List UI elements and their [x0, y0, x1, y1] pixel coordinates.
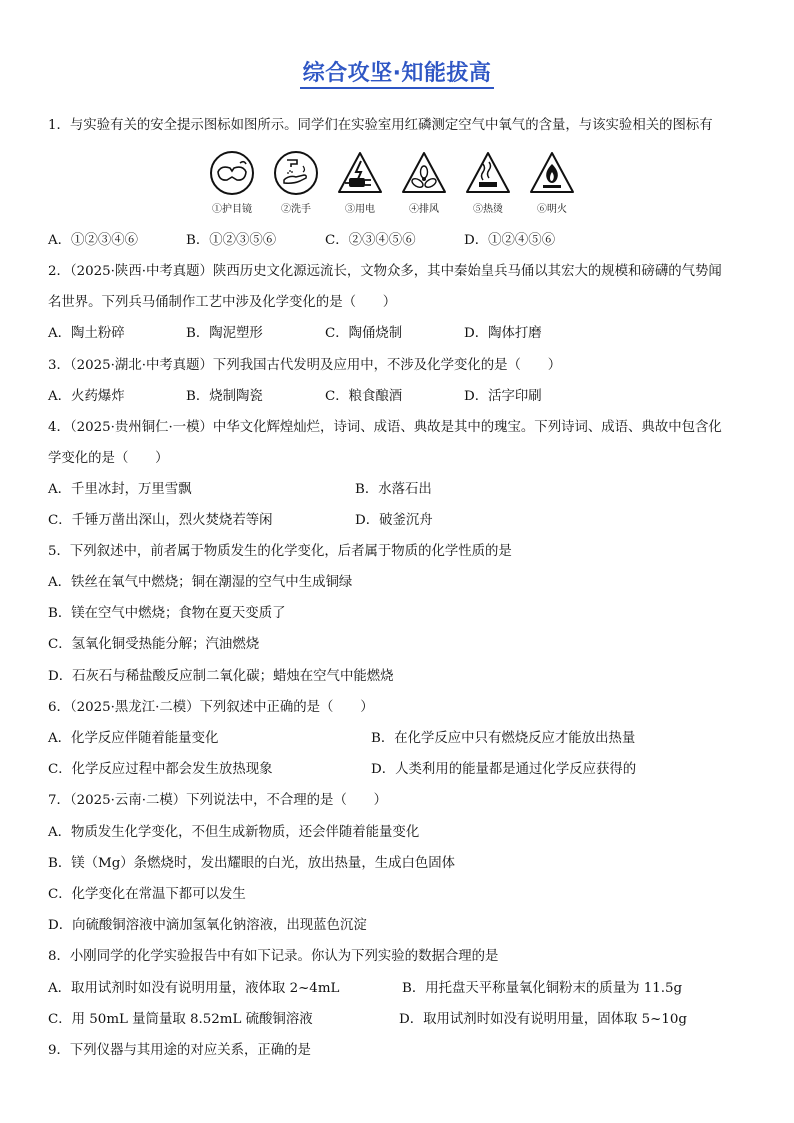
safety-icon-label: ⑤热烫 — [473, 204, 503, 215]
question-8-stem: 8．小刚同学的化学实验报告中有如下记录。你认为下列实验的数据合理的是 — [48, 949, 499, 964]
question-8-option-d: D．取用试剂时如没有说明用量，固体取 5~10g — [399, 1012, 687, 1027]
question-3-stem: 3．（2025·湖北·中考真题）下列我国古代发明及应用中，不涉及化学变化的是（ ） — [48, 358, 562, 373]
question-6-option-b: B．在化学反应中只有燃烧反应才能放出热量 — [371, 731, 636, 746]
goggles-icon — [209, 150, 255, 196]
safety-icon-3 — [333, 150, 387, 215]
question-7-stem: 7．（2025·云南·二模）下列说法中，不合理的是（ ） — [48, 793, 388, 808]
question-2-stem-line-1: 2．（2025·陕西·中考真题）陕西历史文化源远流长，文物众多，其中秦始皇兵马俑以其宏大的规模和磅礴的气势闻 — [48, 264, 722, 279]
question-3-option-a: A．火药爆炸 — [48, 389, 125, 404]
safety-icon-label: ④排风 — [409, 204, 439, 215]
ventilation-icon — [401, 150, 447, 196]
question-2-stem-line-2: 名世界。下列兵马俑制作工艺中涉及化学变化的是（ ） — [48, 295, 397, 310]
safety-icon-label: ②洗手 — [281, 204, 311, 215]
question-3-option-d: D．活字印刷 — [464, 389, 542, 404]
question-6-option-d: D．人类利用的能量都是通过化学反应获得的 — [371, 762, 637, 777]
question-8-option-a: A．取用试剂时如没有说明用量，液体取 2~4mL — [48, 981, 340, 996]
question-7-option-a: A．物质发生化学变化，不但生成新物质，还会伴随着能量变化 — [48, 825, 420, 840]
question-4-option-a: A．千里冰封，万里雪飘 — [48, 482, 192, 497]
question-7-option-d: D．向硫酸铜溶液中滴加氢氧化钠溶液，出现蓝色沉淀 — [48, 918, 367, 933]
question-1-option-d: D．①②④⑤⑥ — [464, 233, 556, 248]
question-4-option-d: D．破釜沉舟 — [355, 513, 433, 528]
question-5-option-d: D．石灰石与稀盐酸反应制二氧化碳；蜡烛在空气中能燃烧 — [48, 669, 394, 684]
question-4-option-b: B．水落石出 — [355, 482, 432, 497]
safety-icon-4 — [397, 150, 451, 215]
question-1-option-a: A．①②③④⑥ — [48, 233, 139, 248]
question-3-option-c: C．粮食酿酒 — [325, 389, 403, 404]
question-2-option-d: D．陶体打磨 — [464, 326, 542, 341]
question-5-option-c: C．氢氧化铜受热能分解；汽油燃烧 — [48, 637, 260, 652]
safety-icon-label: ③用电 — [345, 204, 375, 215]
question-2-option-c: C．陶俑烧制 — [325, 326, 403, 341]
question-5-option-a: A．铁丝在氧气中燃烧；铜在潮湿的空气中生成铜绿 — [48, 575, 353, 590]
question-1-option-b: B．①②③⑤⑥ — [186, 233, 277, 248]
open-flame-icon — [529, 150, 575, 196]
question-7-option-c: C．化学变化在常温下都可以发生 — [48, 887, 246, 902]
question-7-option-b: B．镁（Mg）条燃烧时，发出耀眼的白光，放出热量，生成白色固体 — [48, 856, 456, 871]
page-title: 综合攻坚·知能拔高 — [0, 56, 794, 87]
question-4-option-c: C．千锤万凿出深山，烈火焚烧若等闲 — [48, 513, 273, 528]
question-8-option-c: C．用 50mL 量筒量取 8.52mL 硫酸铜溶液 — [48, 1012, 313, 1027]
question-6-option-c: C．化学反应过程中都会发生放热现象 — [48, 762, 273, 777]
question-2-option-b: B．陶泥塑形 — [186, 326, 263, 341]
hot-surface-icon — [465, 150, 511, 196]
question-5-option-b: B．镁在空气中燃烧；食物在夏天变质了 — [48, 606, 286, 621]
question-1-stem: 1．与实验有关的安全提示图标如图所示。同学们在实验室用红磷测定空气中氧气的含量，与该实验相关的图标有 — [48, 118, 713, 133]
question-1-option-c: C．②③④⑤⑥ — [325, 233, 416, 248]
safety-icon-label: ①护目镜 — [212, 204, 252, 215]
question-5-stem: 5．下列叙述中，前者属于物质发生的化学变化，后者属于物质的化学性质的是 — [48, 544, 512, 559]
hand-wash-icon — [273, 150, 319, 196]
question-4-stem-line-2: 学变化的是（ ） — [48, 451, 169, 466]
question-4-stem-line-1: 4．（2025·贵州铜仁·一模）中华文化辉煌灿烂，诗词、成语、典故是其中的瑰宝。下列诗词、成语、典故中包含化 — [48, 420, 722, 435]
question-6-option-a: A．化学反应伴随着能量变化 — [48, 731, 219, 746]
safety-icons-figure — [205, 150, 585, 214]
safety-icon-6 — [525, 150, 579, 215]
question-2-option-a: A．陶土粉碎 — [48, 326, 125, 341]
question-9-stem: 9．下列仪器与其用途的对应关系，正确的是 — [48, 1043, 311, 1058]
electricity-icon — [337, 150, 383, 196]
question-3-option-b: B．烧制陶瓷 — [186, 389, 263, 404]
safety-icon-1 — [205, 150, 259, 215]
safety-icon-5 — [461, 150, 515, 215]
question-8-option-b: B．用托盘天平称量氧化铜粉末的质量为 11.5g — [402, 981, 683, 996]
safety-icon-2 — [269, 150, 323, 215]
safety-icon-label: ⑥明火 — [537, 204, 567, 215]
question-6-stem: 6．（2025·黑龙江·二模）下列叙述中正确的是（ ） — [48, 700, 374, 715]
